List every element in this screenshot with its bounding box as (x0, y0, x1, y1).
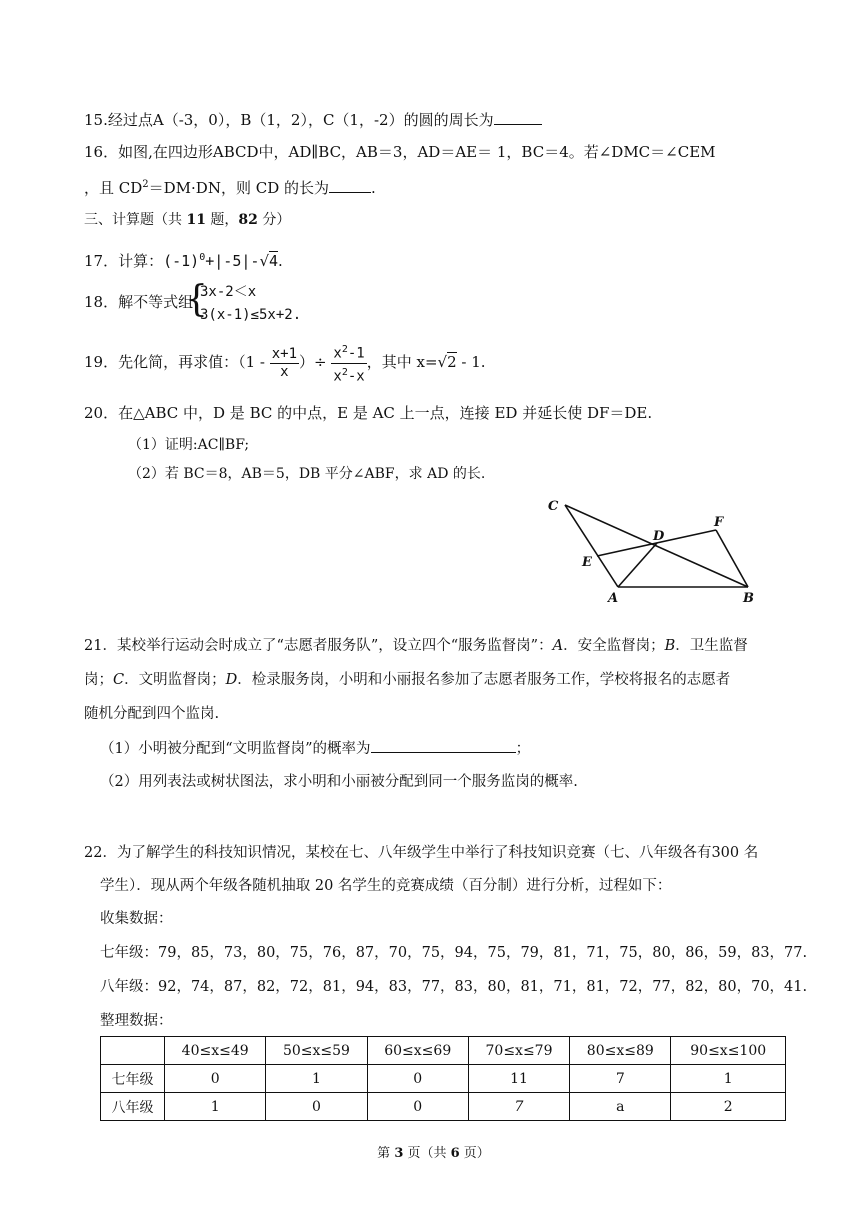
question-19 (84, 341, 486, 385)
q17-end: . (278, 252, 283, 270)
q17-label: 17．计算： (84, 252, 164, 270)
q19-fraction-1 (270, 346, 299, 381)
geometry-figure (540, 490, 770, 610)
section-prefix: 三、计算题（共 (84, 212, 187, 228)
table-cell: 1 (266, 1065, 367, 1093)
table-cell: 7 (570, 1065, 671, 1093)
frac1-num: x+1 (271, 345, 298, 362)
table-row (101, 1093, 786, 1121)
table-cell: 0 (367, 1093, 468, 1121)
question-18-label: 18．解不等式组 (84, 293, 194, 311)
q18-ineq2-text: 3(x-1)≤5x+2 (200, 307, 293, 323)
answer-blank (329, 178, 371, 193)
question-21-line1: 21．某校举行运动会时成立了“志愿者服务队”，设立四个“服务监督岗”：A．安全监督岗；B．卫生监督 (84, 638, 748, 654)
q19-mid: ）÷ (299, 353, 327, 372)
question-21-line3: 随机分配到四个监岗. (84, 706, 220, 722)
collect-heading: 收集数据： (100, 911, 173, 927)
segment-fb (716, 530, 748, 587)
page-footer: 第 3 页（共 6 页） (377, 1146, 490, 1161)
question-20-part2: （2）若 BC＝8，AB＝5，DB 平分∠ABF，求 AD 的长. (128, 466, 486, 482)
section-heading (84, 210, 290, 230)
section-mid: 题， (205, 212, 239, 228)
answer-blank (371, 738, 516, 753)
q19-tail-a: ，其中 x= (366, 353, 438, 372)
section-suffix: 分） (257, 212, 291, 228)
q15-text: 15.经过点A（-3，0），B（1，2），C（1，-2）的圆的周长为 (84, 111, 494, 129)
frac2-num: $x^2-1$ (331, 341, 366, 364)
q16-text-b: ＝DM·DN，则 CD 的长为 (148, 179, 330, 197)
q17-expr: (-1) (163, 252, 200, 270)
q19-tail-b: - 1. (456, 353, 486, 372)
table-cell: 1 (671, 1065, 786, 1093)
q17-rest: +|-5|- (205, 252, 260, 270)
question-21-part2: （2）用列表法或树状图法，求小明和小丽被分配到同一个服务监岗的概率. (100, 774, 578, 790)
table-header-cell: 50≤x≤59 (266, 1037, 367, 1065)
question-17 (84, 248, 283, 271)
table-row (101, 1065, 786, 1093)
section-count: 11 (186, 212, 206, 228)
organize-heading: 整理数据： (100, 1013, 173, 1029)
sqrt-icon: √ (437, 353, 448, 372)
question-22-line2: 学生）．现从两个年级各随机抽取 20 名学生的竞赛成绩（百分制）进行分析，过程如下： (100, 878, 672, 894)
sqrt-icon: √ (259, 252, 269, 270)
table-cell: a (570, 1093, 671, 1121)
q16-text-a: ，且 CD (84, 179, 143, 197)
question-16-line2 (84, 175, 376, 198)
label-c: C (548, 499, 559, 514)
q19-sqrt-arg: 2 (447, 353, 457, 372)
table-header-cell: 80≤x≤89 (570, 1037, 671, 1065)
question-15 (84, 110, 542, 130)
section-score: 82 (238, 212, 258, 228)
label-b: B (743, 591, 754, 606)
q19-label: 19．先化简，再求值：（1 - (84, 353, 265, 372)
q17-sup: 0 (199, 252, 206, 263)
table-header-row (101, 1037, 786, 1065)
q16-end: . (371, 179, 376, 197)
table-header-cell: 40≤x≤49 (165, 1037, 266, 1065)
table-cell: 0 (266, 1093, 367, 1121)
table-header-cell: 90≤x≤100 (671, 1037, 786, 1065)
grade7-data: 七年级：79，85，73，80，75，76，87，70，75，94，75，79，81，71，75，80，86，59，83，77. (100, 945, 808, 961)
table-cell: 11 (468, 1065, 569, 1093)
table-header-cell: 60≤x≤69 (367, 1037, 468, 1065)
table-cell: 0 (165, 1065, 266, 1093)
question-21-part1: （1）小明被分配到“文明监督岗”的概率为 ； (100, 738, 530, 759)
q18-inequality-1: 3x-2＜x (200, 284, 257, 300)
question-22-line1: 22．为了解学生的科技知识情况，某校在七、八年级学生中举行了科技知识竞赛（七、八年级各有300 名 (84, 845, 759, 861)
question-21-line2: 岗；C．文明监督岗；D．检录服务岗，小明和小丽报名参加了志愿者服务工作，学校将报名的志愿者 (84, 672, 731, 688)
q19-fraction-2 (331, 341, 366, 385)
frac2-den: $x^2-x$ (333, 366, 365, 385)
question-20-part1: （1）证明:AC∥BF; (128, 437, 250, 453)
label-f: F (714, 515, 724, 530)
page-total: 6 (450, 1146, 460, 1161)
question-16-line1: 16．如图,在四边形ABCD中，AD∥BC，AB＝3，AD＝AE＝ 1，BC＝4。若∠DMC＝∠CEM (84, 143, 716, 161)
page-number: 3 (394, 1146, 404, 1161)
q18-inequality-2 (200, 305, 301, 325)
table-cell: 2 (671, 1093, 786, 1121)
frac1-den: x (280, 363, 289, 380)
label-a: A (608, 591, 619, 606)
table-cell: 1 (165, 1093, 266, 1121)
question-20-stem: 20．在△ABC 中，D 是 BC 的中点，E 是 AC 上一点，连接 ED 并延长使 DF＝DE. (84, 404, 653, 422)
table-cell: 七年级 (101, 1065, 165, 1093)
table-cell: 八年级 (101, 1093, 165, 1121)
table-cell: 0 (367, 1065, 468, 1093)
grade8-data: 八年级：92，74，87，82，72，81，94，83，77，83，80，81，71，81，72，77，82，80，70，41. (100, 979, 808, 995)
table-cell: 7 (468, 1093, 569, 1121)
q18-end: . (292, 307, 302, 323)
label-e: E (582, 555, 592, 570)
q17-sqrt-arg: 4 (269, 252, 279, 270)
brace-icon: { (185, 279, 208, 320)
label-d: D (653, 529, 665, 544)
answer-blank (494, 110, 542, 125)
q16-sup: 2 (142, 179, 149, 190)
table-header-cell (101, 1037, 165, 1065)
table-header-cell: 70≤x≤79 (468, 1037, 569, 1065)
score-table (100, 1036, 786, 1121)
